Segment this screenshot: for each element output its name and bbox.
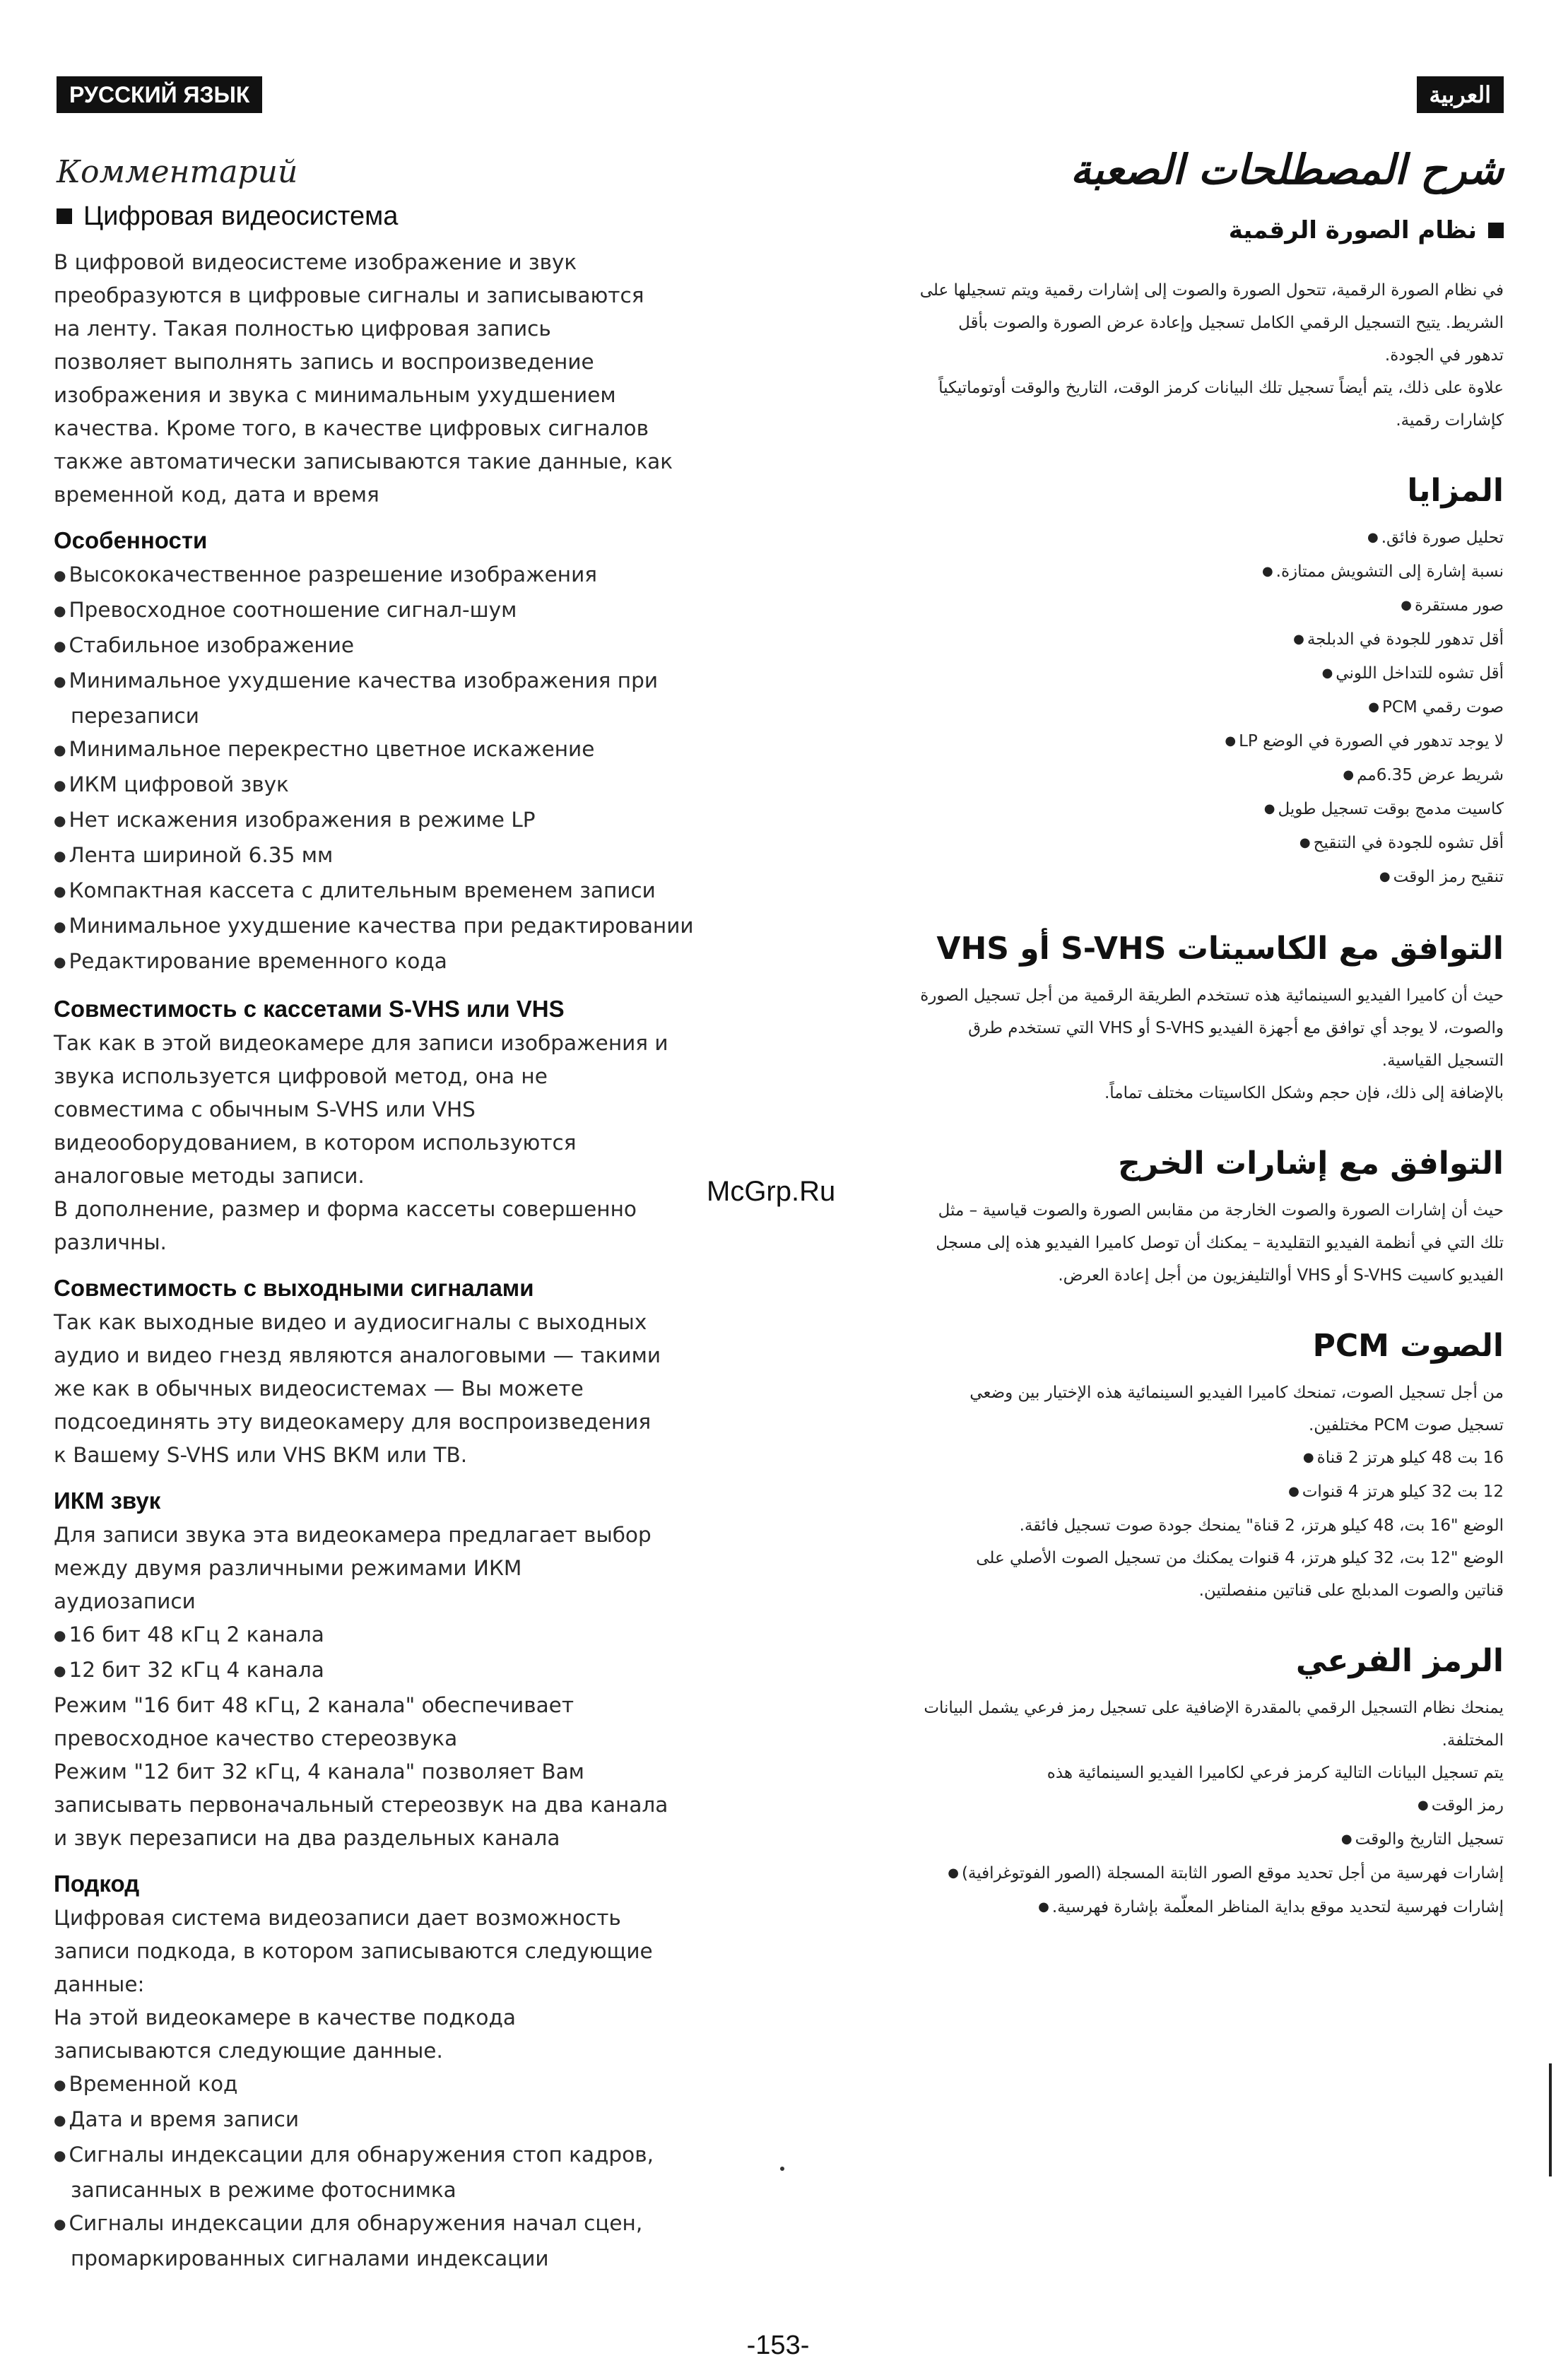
text-line: и звук перезаписи на два раздельных канала: [54, 1826, 560, 1850]
russian-features-heading: Особенности: [54, 527, 208, 553]
russian-subcode-list: [48, 2068, 748, 2275]
pcm-mode-item: 12 بت 32 كيلو هرتز 4 قنوات ●: [811, 1475, 1504, 1509]
stray-dot: [780, 2167, 784, 2171]
text-line: يمنحك نظام التسجيل الرقمي بالمقدرة الإضافية على تسجيل رمز فرعي يشمل البيانات: [924, 1699, 1504, 1717]
feature-item: أقل تشوه للتداخل اللوني ●: [811, 657, 1504, 691]
feature-item: ● Минимальное перекрестно цветное искажение: [54, 733, 748, 768]
arabic-title: شرح المصطلحات الصعبة: [1070, 146, 1504, 194]
text-line: الوضع "16 بت، 48 كيلو هرتز، 2 قناة" يمنحك جودة صوت تسجيل فائقة.: [1019, 1516, 1504, 1535]
text-line: видеооборудованием, в котором используются: [54, 1131, 577, 1155]
pcm-mode-item: 16 بت 48 كيلو هرتز 2 قناة ●: [811, 1442, 1504, 1475]
text-line: записывать первоначальный стереозвук на два канала: [54, 1793, 668, 1817]
feature-item: ● Редактирование временного кода: [54, 945, 748, 980]
text-line: كإشارات رقمية.: [1396, 411, 1504, 430]
feature-item: ● Высококачественное разрешение изображения: [54, 558, 748, 594]
arabic-compat-text: [811, 979, 1504, 1109]
arabic-compat-heading: التوافق مع الكاسيتات S-VHS أو VHS: [936, 931, 1504, 967]
text-line: Цифровая система видеозаписи дает возможность: [54, 1906, 621, 1930]
russian-compat-text: [54, 1027, 748, 1259]
text-line: حيث أن إشارات الصورة والصوت الخارجة من مقابس الصورة والصوت قياسية – مثل: [938, 1201, 1504, 1220]
feature-item: ● Компактная кассета с длительным временем записи: [54, 874, 748, 909]
text-line: между двумя различными режимами ИКМ: [54, 1556, 522, 1580]
text-line: также автоматически записываются такие данные, как: [54, 449, 673, 473]
russian-language-tab: РУССКИЙ ЯЗЫК: [57, 76, 262, 113]
text-line: بالإضافة إلى ذلك، فإن حجم وشكل الكاسيتات مختلف تماماً.: [1104, 1084, 1504, 1102]
subcode-item: ● Сигналы индексации для обнаружения начал сцен, промаркированных сигналами индексации: [54, 2207, 748, 2275]
russian-output-text: [54, 1306, 748, 1472]
subcode-item: ● Сигналы индексации для обнаружения стоп кадров, записанных в режиме фотоснимка: [54, 2138, 748, 2207]
text-line: совместима с обычным S-VHS или VHS: [54, 1097, 476, 1121]
russian-compat-heading: Совместимость с кассетами S-VHS или VHS: [54, 996, 565, 1022]
arabic-subcode-heading: الرمز الفرعي: [1295, 1643, 1504, 1679]
text-line: на ленту. Такая полностью цифровая запись: [54, 317, 551, 341]
feature-item: صور مستقرة ●: [811, 589, 1504, 623]
arabic-subcode-text: [811, 1692, 1504, 1789]
feature-item: لا يوجد تدهور في الصورة في الوضع LP ●: [811, 725, 1504, 759]
text-line: Для записи звука эта видеокамера предлагает выбор: [54, 1523, 652, 1547]
text-line: временной код, дата и время: [54, 483, 379, 507]
square-bullet-icon: [57, 208, 72, 224]
text-line: записи подкода, в котором записываются следующие: [54, 1939, 653, 1963]
text-line: же как в обычных видеосистемах — Вы можете: [54, 1377, 584, 1401]
text-line: يتم تسجيل البيانات التالية كرمز فرعي لكاميرا الفيديو السينمائية هذه: [1047, 1764, 1504, 1782]
feature-item: ● Минимальное ухудшение качества изображения при перезаписи: [54, 664, 748, 733]
russian-subcode-text: [54, 1902, 748, 2068]
feature-item: ● Минимальное ухудшение качества при редактировании: [54, 909, 748, 945]
russian-pcm-heading: ИКМ звук: [54, 1488, 161, 1514]
text-line: записываются следующие данные.: [54, 2039, 443, 2063]
subcode-item: إشارات فهرسية لتحديد موقع بداية المناظر المعلّمة بإشارة فهرسية. ●: [811, 1891, 1504, 1925]
russian-output-heading: Совместимость с выходными сигналами: [54, 1275, 534, 1301]
feature-item: كاسيت مدمج بوقت تسجيل طويل ●: [811, 793, 1504, 827]
russian-subcode-heading: Подкод: [54, 1871, 140, 1897]
russian-intro: [54, 246, 748, 512]
arabic-subcode-list: [811, 1789, 1504, 1925]
text-line: аудиозаписи: [54, 1589, 196, 1613]
subcode-item: رمز الوقت ●: [811, 1789, 1504, 1823]
arabic-features-list: [811, 522, 1504, 895]
feature-item: شريط عرض 6.35مم ●: [811, 759, 1504, 793]
arabic-pcm-text: [811, 1377, 1504, 1442]
subcode-item: إشارات فهرسية من أجل تحديد موقع الصور الثابتة المسجلة (الصور الفوتوغرافية) ●: [811, 1857, 1504, 1891]
text-line: تلك التي في أنظمة الفيديو التقليدية – يمكنك أن توصل كاميرا الفيديو هذه إلى مسجل: [936, 1234, 1504, 1252]
square-bullet-icon: [1488, 223, 1504, 238]
subcode-item: تسجيل التاريخ والوقت ●: [811, 1823, 1504, 1857]
text-line: والصوت، لا يوجد أي توافق مع أجهزة الفيديو S-VHS أو VHS التي تستخدم طرق: [968, 1019, 1504, 1037]
text-line: данные:: [54, 1972, 145, 1996]
text-line: В цифровой видеосистеме изображение и звук: [54, 250, 577, 274]
text-line: позволяет выполнять запись и воспроизведение: [54, 350, 594, 374]
arabic-pcm-heading: الصوت PCM: [1312, 1328, 1504, 1364]
arabic-intro: [811, 274, 1504, 437]
arabic-output-heading: التوافق مع إشارات الخرج: [1118, 1145, 1504, 1182]
russian-subtitle-text: Цифровая видеосистема: [83, 201, 399, 231]
text-line: превосходное качество стереозвука: [54, 1726, 458, 1750]
feature-item: صوت رقمي PCM ●: [811, 691, 1504, 725]
text-line: Режим "16 бит 48 кГц, 2 канала" обеспечивает: [54, 1693, 574, 1717]
feature-item: نسبة إشارة إلى التشويش ممتازة. ●: [811, 555, 1504, 589]
feature-item: ● Стабильное изображение: [54, 629, 748, 664]
text-line: аудио и видео гнезд являются аналоговыми — такими: [54, 1343, 661, 1367]
russian-column: [48, 141, 748, 2275]
feature-item: ● Превосходное соотношение сигнал-шум: [54, 594, 748, 629]
text-line: التسجيل القياسية.: [1381, 1051, 1504, 1070]
arabic-features-heading: المزايا: [1407, 473, 1504, 509]
text-line: المختلفة.: [1442, 1731, 1504, 1750]
text-line: качества. Кроме того, в качестве цифровых сигналов: [54, 416, 649, 440]
text-line: في نظام الصورة الرقمية، تتحول الصورة والصوت إلى إشارات رقمية ويتم تسجيلها على: [919, 281, 1504, 300]
subcode-item: ● Дата и время записи: [54, 2103, 748, 2138]
text-line: تدهور في الجودة.: [1384, 346, 1504, 365]
text-line: Так как в этой видеокамере для записи изображения и: [54, 1031, 668, 1055]
text-line: изображения и звука с минимальным ухудшением: [54, 383, 616, 407]
pcm-mode-item: ● 12 бит 32 кГц 4 канала: [54, 1654, 748, 1689]
page-number: -153-: [746, 2331, 810, 2360]
arabic-output-text: [811, 1194, 1504, 1292]
arabic-language-tab: العربية: [1417, 76, 1504, 113]
text-line: В дополнение, размер и форма кассеты совершенно: [54, 1197, 637, 1221]
text-line: علاوة على ذلك، يتم أيضاً تسجيل تلك البيانات كرمز الوقت، التاريخ والوقت أوتوماتيكياً: [938, 379, 1504, 397]
text-line: Так как выходные видео и аудиосигналы с выходных: [54, 1310, 647, 1334]
arabic-pcm-modes: [811, 1442, 1504, 1509]
text-line: الوضع "12 بت، 32 كيلو هرتز، 4 قنوات يمكنك من تسجيل الصوت الأصلي على: [976, 1549, 1504, 1567]
text-line: الشريط. يتيح التسجيل الرقمي الكامل تسجيل وإعادة عرض الصورة والصوت بأقل: [958, 314, 1504, 332]
feature-item: تنقيح رمز الوقت ●: [811, 861, 1504, 895]
russian-subtitle: [57, 198, 748, 235]
text-line: аналоговые методы записи.: [54, 1164, 365, 1188]
arabic-pcm-after: [811, 1509, 1504, 1607]
text-line: звука используется цифровой метод, она не: [54, 1064, 548, 1088]
text-line: من أجل تسجيل الصوت، تمنحك كاميرا الفيديو السينمائية هذه الإختيار بين وضعي: [969, 1384, 1504, 1402]
pcm-mode-item: ● 16 бит 48 кГц 2 канала: [54, 1618, 748, 1654]
russian-pcm-after: [54, 1689, 748, 1855]
text-line: различны.: [54, 1230, 167, 1254]
arabic-subtitle-text: نظام الصورة الرقمية: [1228, 216, 1477, 245]
text-line: حيث أن كاميرا الفيديو السينمائية هذه تستخدم الطريقة الرقمية من أجل تسجيل الصورة: [920, 986, 1504, 1005]
text-line: подсоединять эту видеокамеру для воспроизведения: [54, 1410, 652, 1434]
russian-pcm-modes: [48, 1618, 748, 1689]
text-line: تسجيل صوت PCM مختلفين.: [1308, 1416, 1504, 1435]
russian-title: Комментарий: [57, 154, 298, 190]
text-line: На этой видеокамере в качестве подкода: [54, 2005, 516, 2030]
text-line: преобразуются в цифровые сигналы и записываются: [54, 283, 644, 307]
arabic-column: [811, 134, 1504, 1925]
subcode-item: ● Временной код: [54, 2068, 748, 2103]
text-line: к Вашему S-VHS или VHS ВКМ или ТВ.: [54, 1443, 468, 1467]
russian-pcm-intro: [54, 1519, 748, 1618]
text-line: الفيديو كاسيت S-VHS أو VHS أوالتليفزيون من أجل إعادة العرض.: [1058, 1266, 1504, 1285]
arabic-subtitle: [811, 212, 1504, 249]
text-line: Режим "12 бит 32 кГц, 4 канала" позволяет Вам: [54, 1760, 584, 1784]
feature-item: تحليل صورة فائق. ●: [811, 522, 1504, 555]
watermark-link[interactable]: McGrp.Ru: [707, 1176, 836, 1207]
feature-item: ● ИКМ цифровой звук: [54, 768, 748, 803]
russian-features-list: [48, 558, 748, 980]
text-line: قناتين والصوت المدبلج على قناتين منفصلتين.: [1198, 1581, 1504, 1600]
feature-item: أقل تدهور للجودة في الدبلجة ●: [811, 623, 1504, 657]
feature-item: ● Нет искажения изображения в режиме LP: [54, 803, 748, 839]
feature-item: ● Лента шириной 6.35 мм: [54, 839, 748, 874]
edge-scan-mark: [1549, 2063, 1552, 2176]
feature-item: أقل تشوه للجودة في التنقيح ●: [811, 827, 1504, 861]
